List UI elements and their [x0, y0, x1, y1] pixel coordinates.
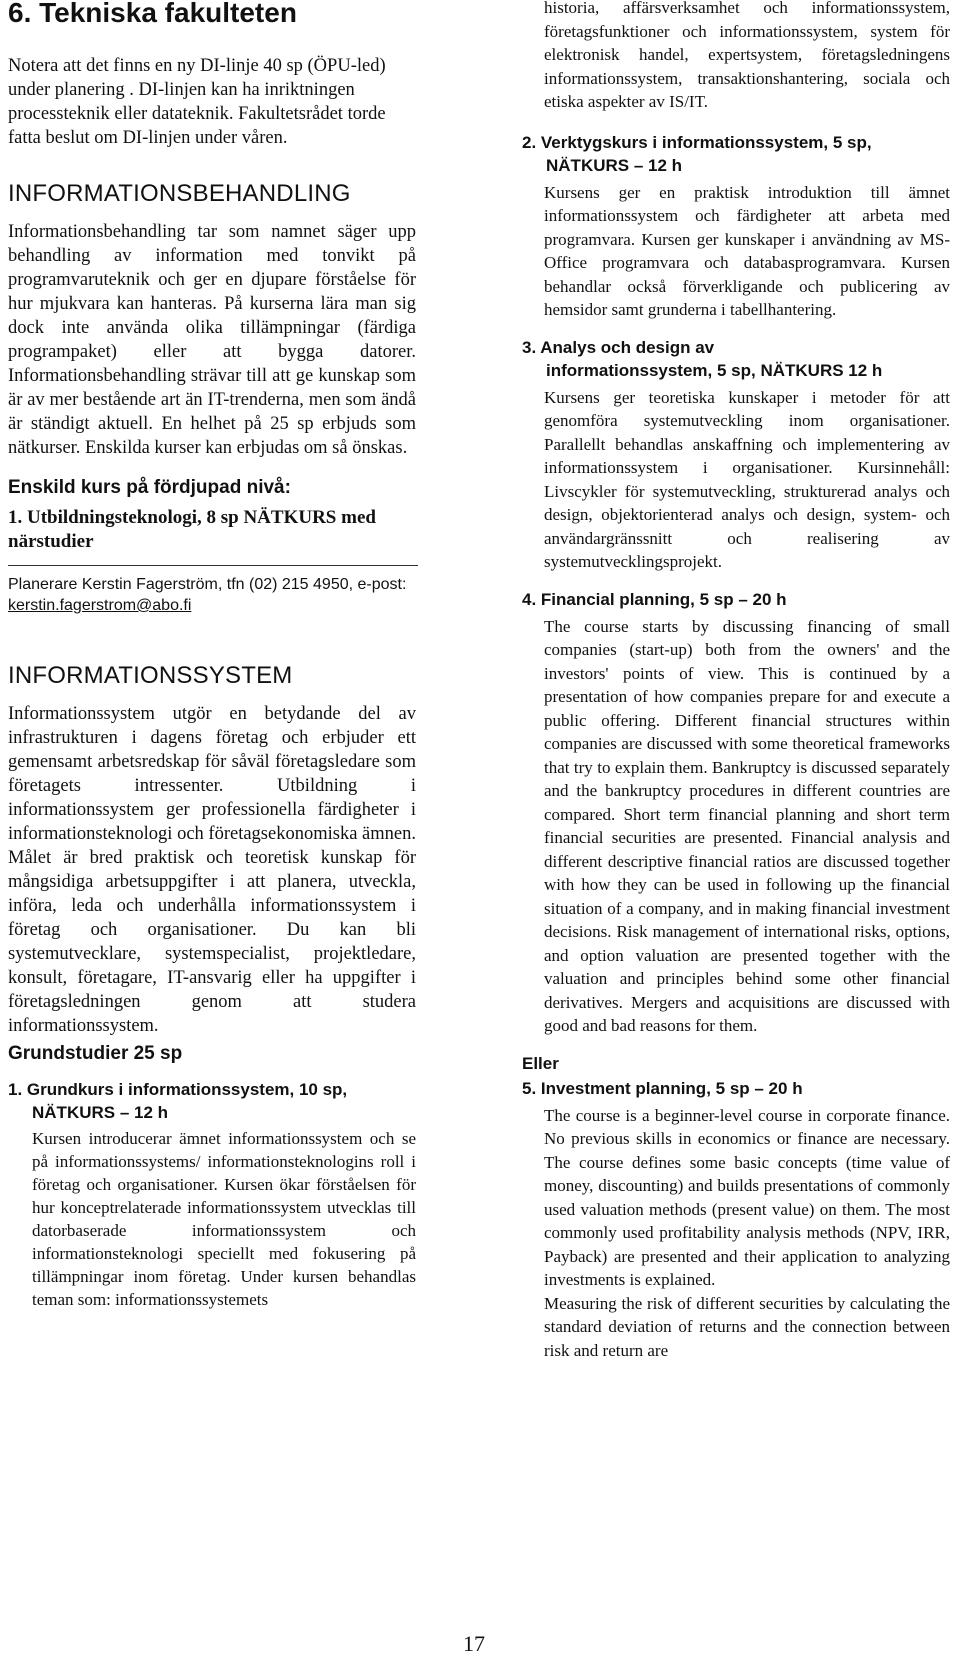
left-column [8, 0, 440, 1311]
advanced-level-heading: Enskild kurs på fördjupad nivå: [8, 477, 291, 498]
divider [8, 565, 418, 566]
right-column [522, 0, 950, 1362]
course-utbildningsteknologi-title: 1. Utbildningsteknologi, 8 sp NÄTKURS med närstudier [8, 507, 376, 552]
course-2-title-line1: 2. Verktygskurs i informationssystem, 5 sp, [522, 132, 872, 152]
course-2-title-line2: NÄTKURS – 12 h [546, 155, 683, 175]
course-4-body: The course starts by discussing financing of small companies (start-up) both from the owners' and the investors' points of view. This is continued by a presentation of how companies prepare for and execute a public offering. Different financial structures within companies are discussed with some theoretical frameworks that try to explain them. Bankruptcy is discussed separately and the bankruptcy procedures in different countries are compared. Short term financial planning and short term financial securities are presented. Financial analysis and different descriptive financial ratios are discussed together with how they can be used in following up the financial situation of a company, and in making financial investment decisions. Risk management of international risks, options, and option valuation are presented together with the valuation and principles behind some other financial derivatives. Mergers and acquisitions are discussed with good and bad reasons for them. [544, 616, 950, 1035]
course-5-body: The course is a beginner-level course in corporate finance. No previous skills in economics or finance are necessary. The course defines some basic concepts (time value of money, discounting) and builds presentations of commonly used valuation methods (present value) on them. The most commonly used profitability analysis methods (NPV, IRR, Payback) are presented and their application to analyzing investments is explained. [544, 1105, 950, 1289]
course-3-body: Kursens ger teoretiska kunskaper i metoder för att genomföra systemutveckling inom organisationer. Parallellt behandlas anskaffning och implementering av informationssystem i organisationer. Kursinnehåll: Livscykler för systemutveckling, strukturerad analys och design, objektorienterad analys och design, system- och användargränssnitt och realisering av systemutvecklingsprojekt. [544, 387, 950, 571]
page-number: 17 [463, 1631, 485, 1656]
course-1-body: Kursen introducerar ämnet informationssystem och se på informationssystems/ informationsteknologins roll i företag och organisationer. Kursen ökar förståelsen för hur konceptrelaterade informationssystem utvecklas till datorbaserade informationssystem och informationsteknologi speciellt med fokusering på tillämpningar inom företag. Under kursen behandlas teman som: informationssystemets [32, 1129, 416, 1309]
course-1-title [8, 1078, 440, 1124]
di-line-note: Notera att det finns en ny DI-linje 40 sp (ÖPU-led) under planering . DI-linjen kan ha inriktningen processteknik eller datateknik. Fakultetsrådet torde fatta beslut om DI-linjen under våren. [8, 56, 386, 148]
course-2-body: Kursens ger en praktisk introduktion till ämnet informationssystem och färdigheter att arbeta med programvara. Kursen ger kunskaper i användning av MS-Office programvara och databasprogramvara. Kursen behandlar också förverkligande och publicering av hemsidor samt grunderna i tabellhantering. [544, 182, 950, 319]
course-5-title: 5. Investment planning, 5 sp – 20 h [522, 1078, 803, 1098]
course-2-title [522, 131, 950, 177]
eller-label: Eller [522, 1053, 559, 1073]
course-1-title-line1: 1. Grundkurs i informationssystem, 10 sp, [8, 1080, 348, 1099]
course-3-title-line2: informationssystem, 5 sp, NÄTKURS 12 h [546, 360, 883, 380]
course-3-title [522, 336, 950, 382]
contact-info [8, 574, 408, 616]
contact-text: Planerare Kerstin Fagerström, tfn (02) 215 4950, e-post: [8, 576, 407, 593]
course-3-title-line1: 3. Analys och design av [522, 337, 715, 357]
informationssystem-body: Informationssystem utgör en betydande del av infrastrukturen i dagens företag och erbjuder ett gemensamt arbetsredskap för såväl företagsledare som företagets intressenter. Utbildning i informationssystem ger professionella färdigheter i informationsteknologi och företagsekonomiska ämnen. Målet är bred praktisk och teoretisk kunskap för mångsidiga arbetsuppgifter i att planera, utveckla, införa, leda och underhålla informationssystem i företag och organisationer. Du kan bli systemutvecklare, systemspecialist, projektledare, konsult, företagare, IT-ansvarig eller ha uppgifter i företagsledningen genom att studera informationssystem. [8, 704, 416, 1036]
course-1-continuation: historia, affärsverksamhet och informationssystem, företagsfunktioner och informationssystem, system för elektronisk handel, expertsystem, företagsledningens informationssystem, transaktionshantering, sociala och etiska aspekter av IS/IT. [544, 0, 950, 111]
informationsbehandling-body: Informationsbehandling tar som namnet säger upp behandling av information med tonvikt på programvaruteknik och ger en djupare förståelse för hur mjukvara kan hanteras. På kurserna lära man sig dock inte använda olika tillämpningar (färdiga programpaket) eller att bygga datorer. Informationsbehandling strävar till att ge kunskap som är av mer bestående art än IT-trenderna, men som ändå är ständigt aktuell. En helhet på 25 sp erbjuds som nätkurser. Enskilda kurser kan erbjudas om så önskas. [8, 222, 416, 458]
section-title: 6. Tekniska fakulteten [8, 0, 297, 28]
course-1-title-line2: NÄTKURS – 12 h [32, 1103, 169, 1122]
course-5-body-continued: Measuring the risk of different securities by calculating the standard deviation of returns and the connection between risk and return are [544, 1293, 950, 1360]
grundstudier-heading: Grundstudier 25 sp [8, 1043, 183, 1064]
contact-email-link[interactable]: kerstin.fagerstrom@abo.fi [8, 597, 192, 614]
informationssystem-heading: INFORMATIONSSYSTEM [8, 662, 293, 689]
informationsbehandling-heading: INFORMATIONSBEHANDLING [8, 180, 351, 207]
course-4-title: 4. Financial planning, 5 sp – 20 h [522, 589, 787, 609]
